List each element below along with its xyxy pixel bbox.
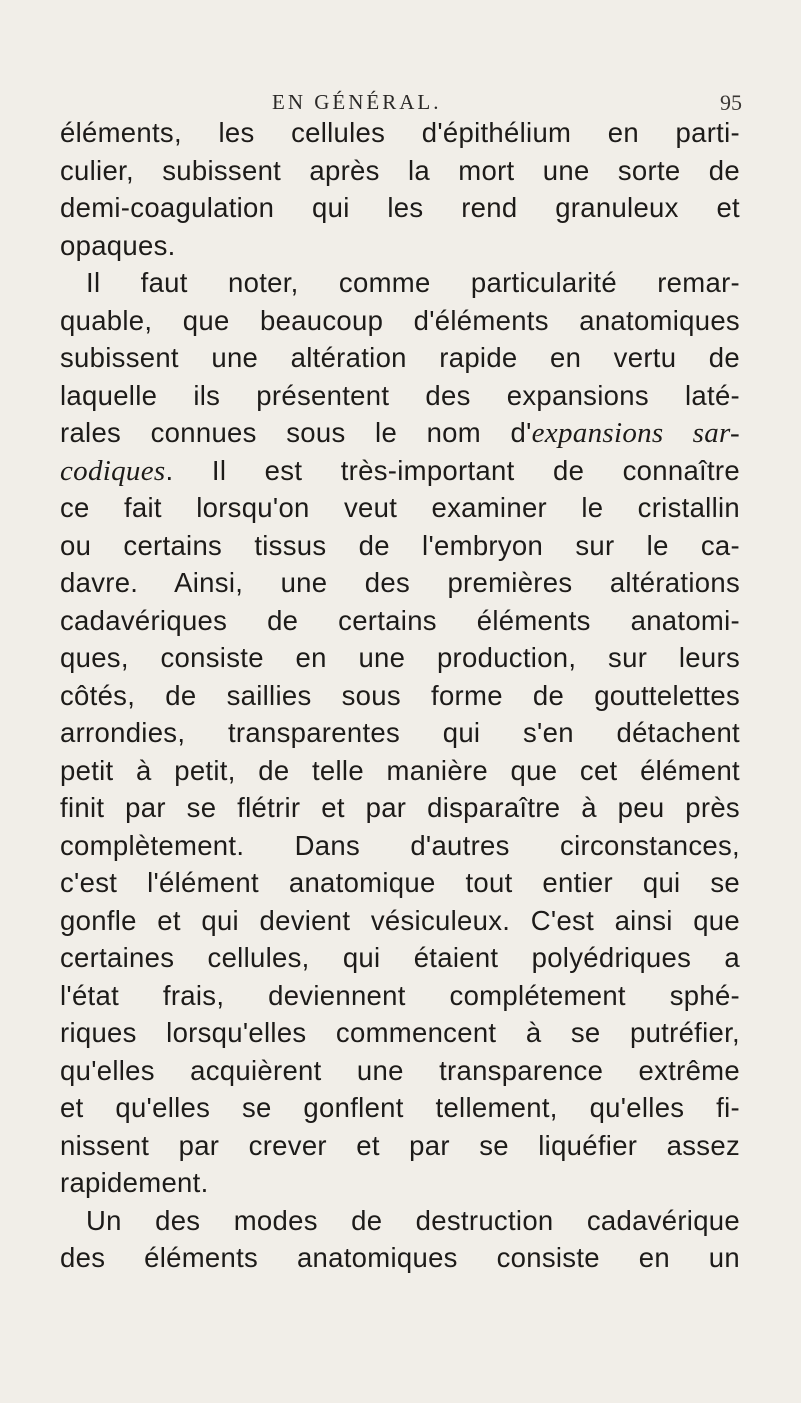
text-line: quable, que beaucoup d'éléments anatomiques <box>60 304 740 336</box>
text-line: riques lorsqu'elles commencent à se putréfier, <box>60 1017 740 1048</box>
text-line: des éléments anatomiques consiste en un <box>60 1242 740 1273</box>
text-line: c'est l'élément anatomique tout entier qui se <box>60 867 740 898</box>
text-line: et qu'elles se gonflent tellement, qu'elles fi- <box>60 1092 740 1123</box>
text-line: ce fait lorsqu'on veut examiner le cristallin <box>60 492 740 523</box>
text-line: davre. Ainsi, une des premières altérations <box>60 567 740 598</box>
page-number: 95 <box>720 90 742 115</box>
text-line: Il faut noter, comme particularité remar- <box>86 267 740 298</box>
text-line: nissent par crever et par se liquéfier assez <box>60 1129 740 1161</box>
text-line: l'état frais, deviennent complétement sphé- <box>60 979 740 1011</box>
text-line: demi-coagulation qui les rend granuleux et <box>60 192 740 223</box>
text-line: culier, subissent après la mort une sorte de <box>60 154 740 186</box>
text-line-mixed <box>60 414 740 452</box>
text-line: arrondies, transparentes qui s'en détachent <box>60 717 740 748</box>
text-line: cadavériques de certains éléments anatomi- <box>60 604 740 636</box>
text-line: subissent une altération rapide en vertu de <box>60 342 740 373</box>
text-line: complètement. Dans d'autres circonstances, <box>60 829 740 861</box>
italic-term: codiques <box>60 454 166 487</box>
text-line: petit à petit, de telle manière que cet élément <box>60 754 740 786</box>
text-line: gonfle et qui devient vésiculeux. C'est ainsi que <box>60 904 740 936</box>
text-line: qu'elles acquièrent une transparence extrême <box>60 1054 740 1086</box>
text-segment: . Il est très-important de connaître <box>165 454 740 486</box>
body-text <box>60 114 740 1277</box>
text-line: ou certains tissus de l'embryon sur le ca- <box>60 529 740 561</box>
text-line-mixed <box>60 452 740 490</box>
text-line: finit par se flétrir et par disparaître à peu près <box>60 792 740 823</box>
text-line: Un des modes de destruction cadavérique <box>86 1204 740 1236</box>
text-line: certaines cellules, qui étaient polyédriques a <box>60 942 740 973</box>
text-line: laquelle ils présentent des expansions laté- <box>60 379 740 411</box>
italic-term: expansions sar- <box>531 417 740 449</box>
text-line: côtés, de saillies sous forme de gouttelettes <box>60 679 740 711</box>
text-line: ques, consiste en une production, sur leurs <box>60 642 740 673</box>
text-line: rapidement. <box>60 1167 209 1198</box>
text-segment: rales connues sous le nom d' <box>60 417 532 448</box>
text-line: éléments, les cellules d'épithélium en parti- <box>60 117 740 148</box>
text-line: opaques. <box>60 229 176 261</box>
running-head-title: EN GÉNÉRAL. <box>272 90 442 114</box>
